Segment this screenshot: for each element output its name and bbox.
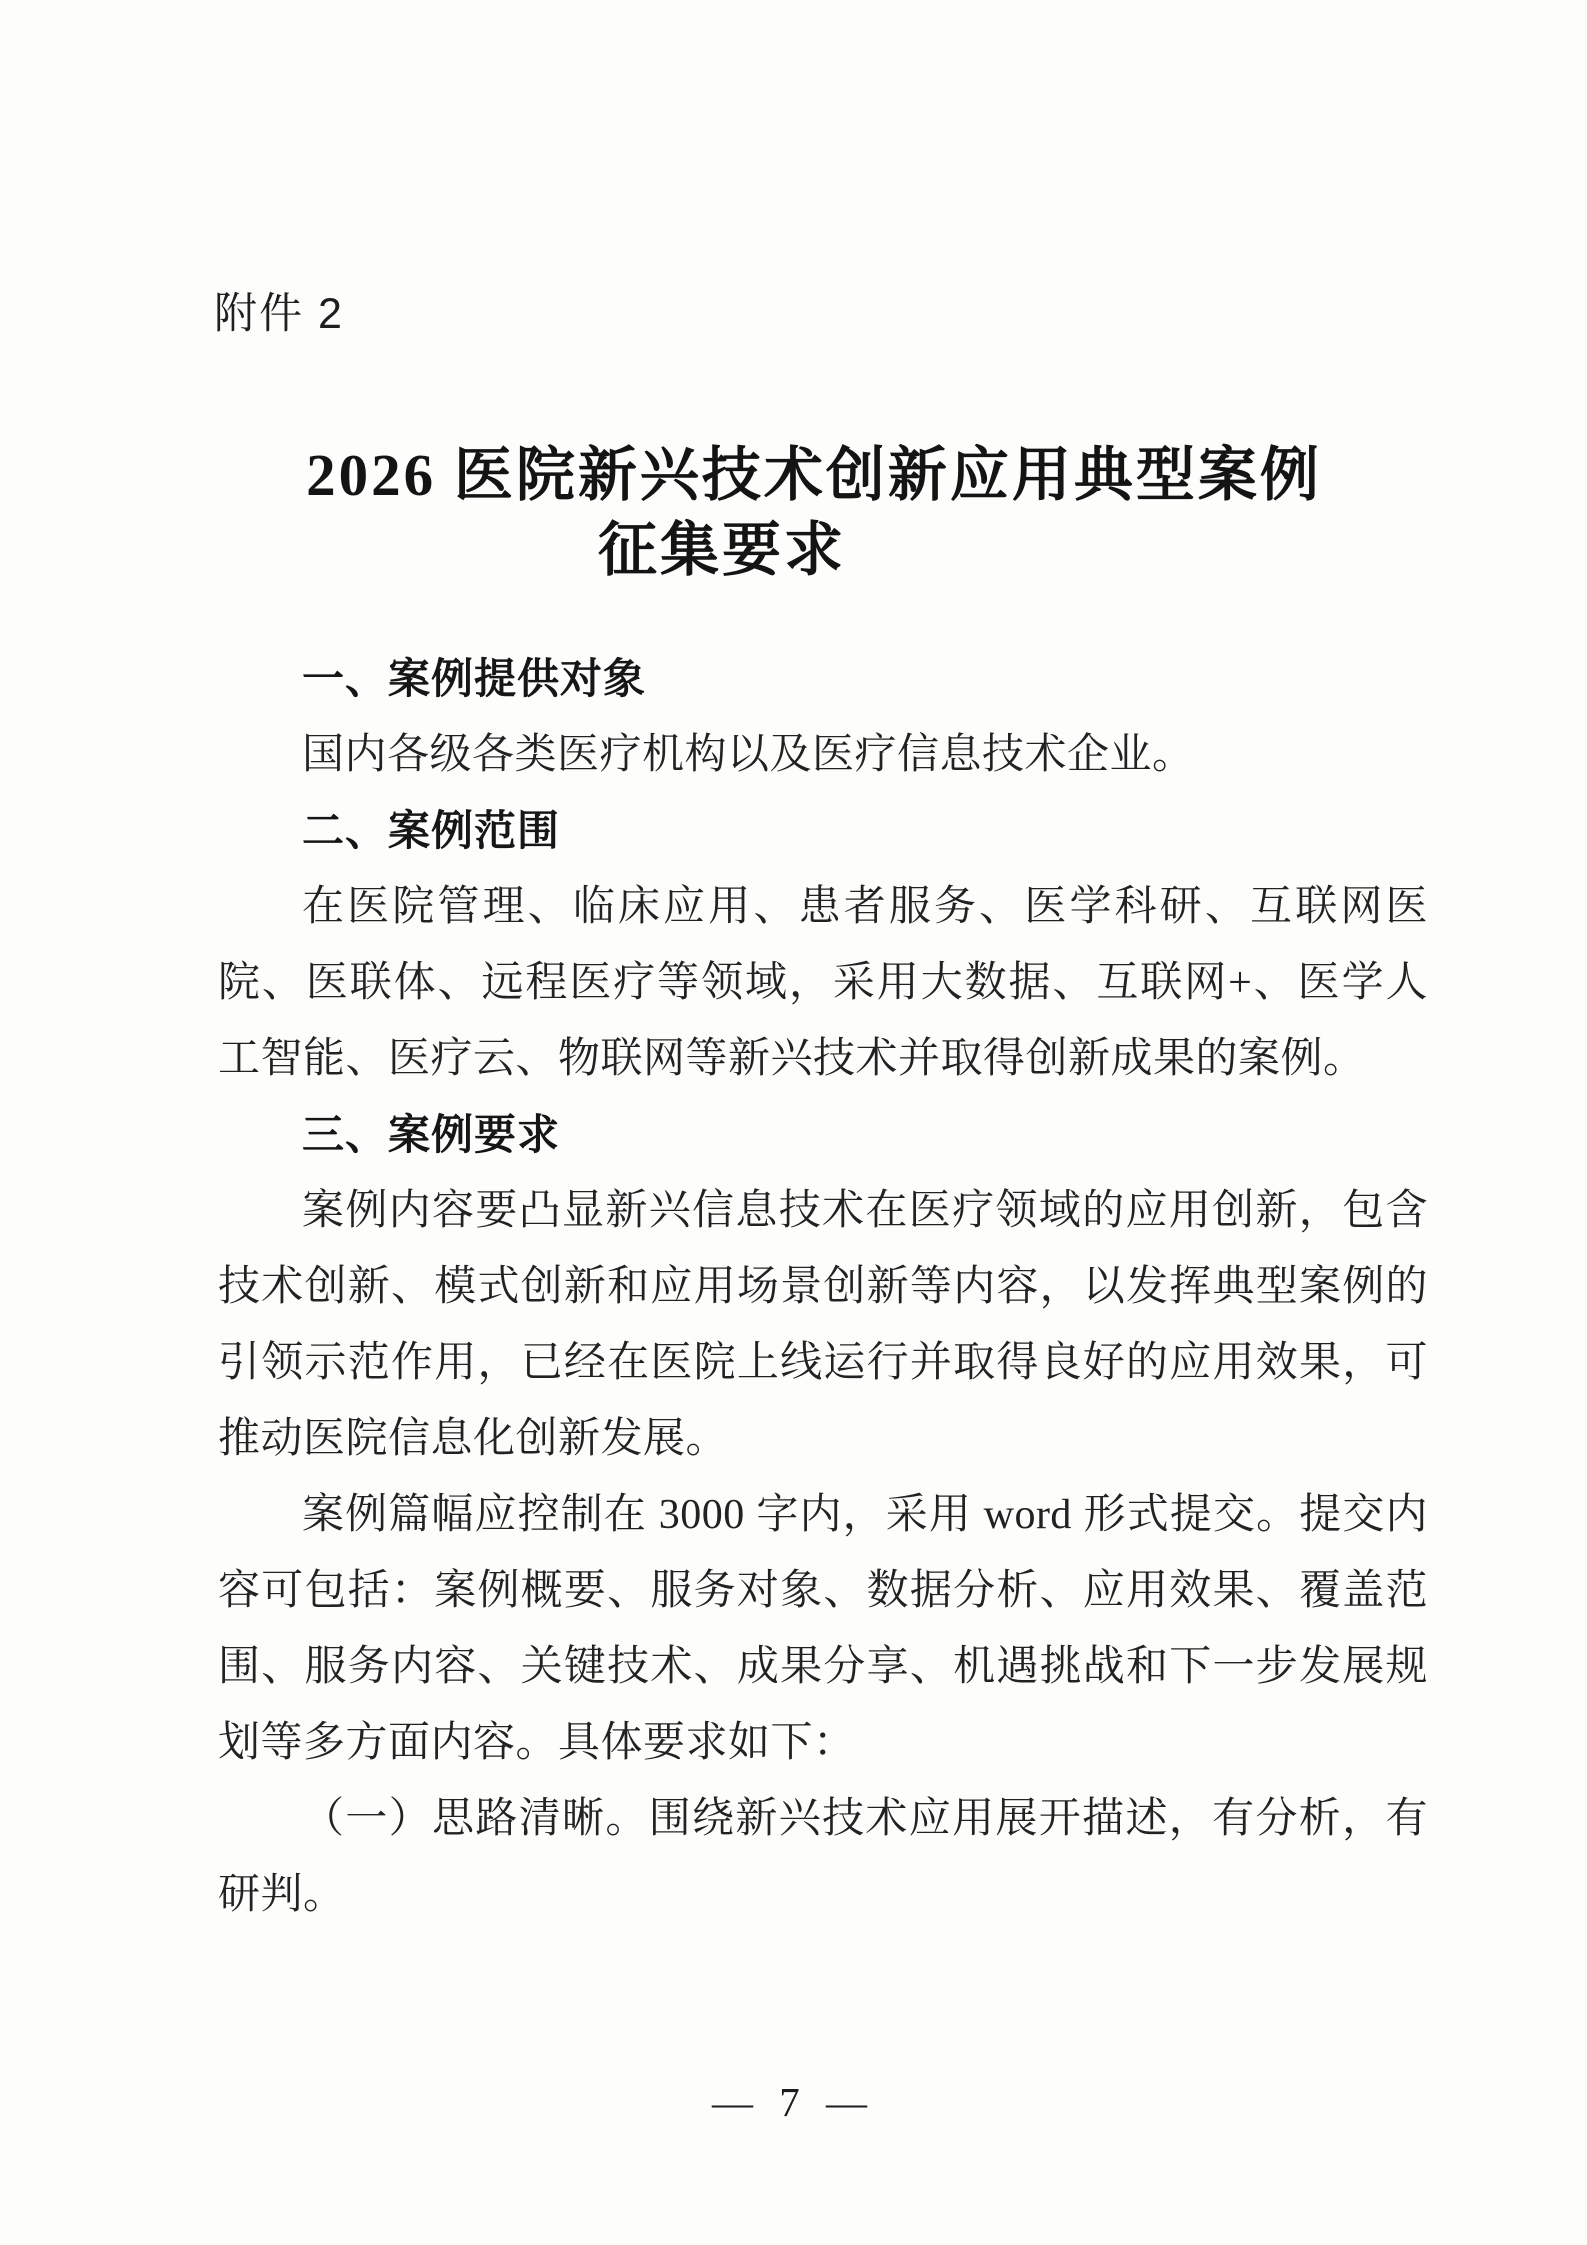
- document-title-line1: 2026 医院新兴技术创新应用典型案例: [306, 442, 1322, 508]
- attachment-label: 附件 2: [214, 290, 344, 338]
- section-1-heading: 一、案例提供对象: [302, 655, 647, 702]
- section-3-paragraph-3: （一）思路清晰。围绕新兴技术应用展开描述，有分析，有研判。: [218, 1796, 1428, 1918]
- section-3-heading: 三、案例要求: [302, 1111, 561, 1158]
- document-title: [218, 438, 1410, 588]
- section-3-paragraph-2: 案例篇幅应控制在 3000 字内，采用 word 形式提交。提交内容可包括：案例概要、服务对象、数据分析、应用效果、覆盖范围、服务内容、关键技术、成果分享、机遇挑战和下一步发展规划等多方面内容。具体要求如下：: [218, 1492, 1428, 1766]
- section-2-heading: 二、案例范围: [302, 807, 561, 854]
- section-1-paragraph-1: 国内各级各类医疗机构以及医疗信息技术企业。: [302, 732, 1195, 778]
- section-3-paragraph-1: 案例内容要凸显新兴信息技术在医疗领域的应用创新，包含技术创新、模式创新和应用场景创新等内容，以发挥典型案例的引领示范作用，已经在医院上线运行并取得良好的应用效果，可推动医院信息化创新发展。: [218, 1188, 1428, 1462]
- document-body: [218, 641, 1428, 1933]
- section-2-paragraph-1: 在医院管理、临床应用、患者服务、医学科研、互联网医院、医联体、远程医疗等领域，采用大数据、互联网+、医学人工智能、医疗云、物联网等新兴技术并取得创新成果的案例。: [218, 884, 1428, 1082]
- document-title-line2: 征集要求: [597, 517, 846, 583]
- page-number: — 7 —: [712, 2079, 875, 2125]
